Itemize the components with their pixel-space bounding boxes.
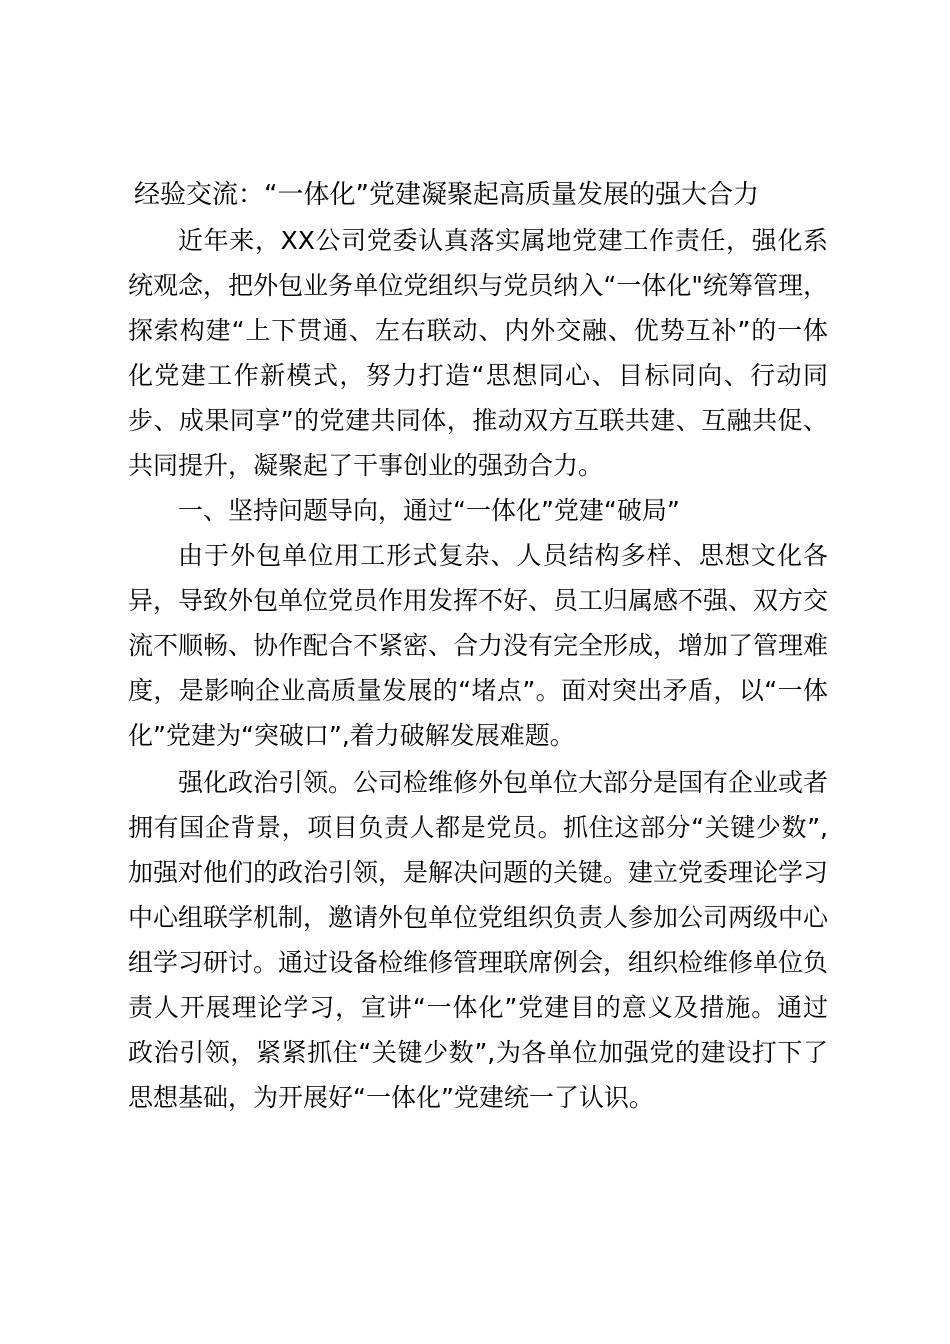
document-title: 经验交流：“一体化”党建凝聚起高质量发展的强大合力 bbox=[134, 180, 759, 210]
paragraph-intro: 近年来，XX公司党委认真落实属地党建工作责任，强化系统观念，把外包业务单位党组织与党员纳入“一体化"统筹管理，探索构建“上下贯通、左右联动、内外交融、优势互补”的一体化党建工作新模式，努力打造“思想同心、目标同向、行动同步、成果同享”的党建共同体，推动双方互联共建、互融共促、共同提升，凝聚起了干事创业的强劲合力。 bbox=[128, 226, 828, 480]
document-body bbox=[128, 172, 828, 1120]
section-heading-1: 一、坚持问题导向，通过“一体化”党建“破局” bbox=[178, 496, 680, 525]
paragraph-political-guidance: 强化政治引领。公司检维修外包单位大部分是国有企业或者拥有国企背景，项目负责人都是党员。抓住这部分“关键少数”,加强对他们的政治引领，是解决问题的关键。建立党委理论学习中心组联学机制，邀请外包单位党组织负责人参加公司两级中心组学习研讨。通过设备检维修管理联席例会，组织检维修单位负责人开展理论学习，宣讲“一体化”党建目的意义及措施。通过政治引领，紧紧抓住“关键少数”,为各单位加强党的建设打下了思想基础，为开展好“一体化”党建统一了认识。 bbox=[128, 768, 829, 1112]
paragraph-problem: 由于外包单位用工形式复杂、人员结构多样、思想文化各异，导致外包单位党员作用发挥不好、员工归属感不强、双方交流不顺畅、协作配合不紧密、合力没有完全形成，增加了管理难度，是影响企业高质量发展的“堵点”。面对突出矛盾，以“一体化”党建为“突破口”,着力破解发展难题。 bbox=[128, 541, 829, 750]
